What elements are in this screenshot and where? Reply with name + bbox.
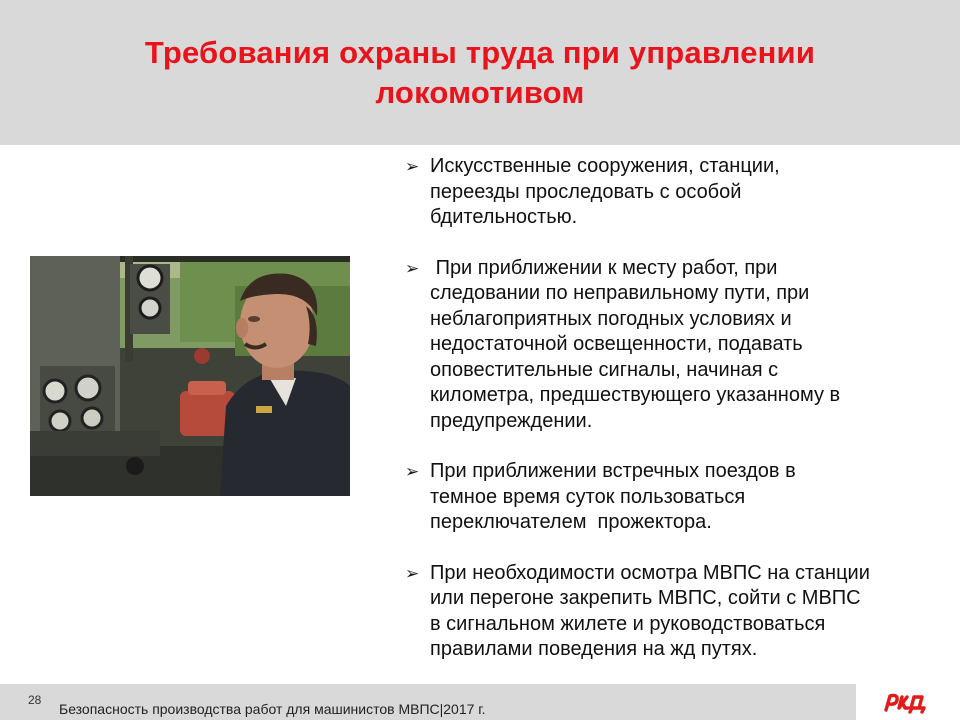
requirements-list <box>405 154 940 688</box>
list-item <box>405 561 940 663</box>
arrow-bullet-icon: ➢ <box>405 462 420 481</box>
list-item-text: При приближении к месту работ, при следовании по неправильному пути, при неблагоприятных погодных условиях и недостаточной освещенности, подавать оповестительные сигналы, начиная с километра, предшествующего указанному в предупреждении. <box>430 256 841 432</box>
slide-title: Требования охраны труда при управлении локомотивом <box>144 34 816 110</box>
rzd-logo-icon <box>856 684 960 720</box>
list-item-text: При необходимости осмотра МВПС на станции или перегоне закрепить МВПС, сойти с МВПС в сигнальном жилете и руководствоваться правилами поведения на жд путях. <box>430 561 870 660</box>
footer-bar <box>0 684 960 720</box>
list-item-text: Искусственные сооружения, станции, переезды проследовать с особой бдительностью. <box>430 155 780 228</box>
arrow-bullet-icon: ➢ <box>405 563 420 583</box>
rzd-logo <box>856 684 960 720</box>
locomotive-cab-photo <box>30 256 350 496</box>
list-item <box>405 256 940 435</box>
footer-text: Безопасность производства работ для машинистов МВПС|2017 г. <box>59 701 486 717</box>
arrow-bullet-icon: ➢ <box>405 157 420 176</box>
list-item <box>405 154 940 231</box>
page-number: 28 <box>28 693 42 707</box>
list-item <box>405 459 940 536</box>
title-bar <box>0 0 960 145</box>
list-item-text: При приближении встречных поездов в темное время суток пользоваться переключателем прожектора. <box>430 460 796 533</box>
arrow-bullet-icon: ➢ <box>405 258 420 278</box>
